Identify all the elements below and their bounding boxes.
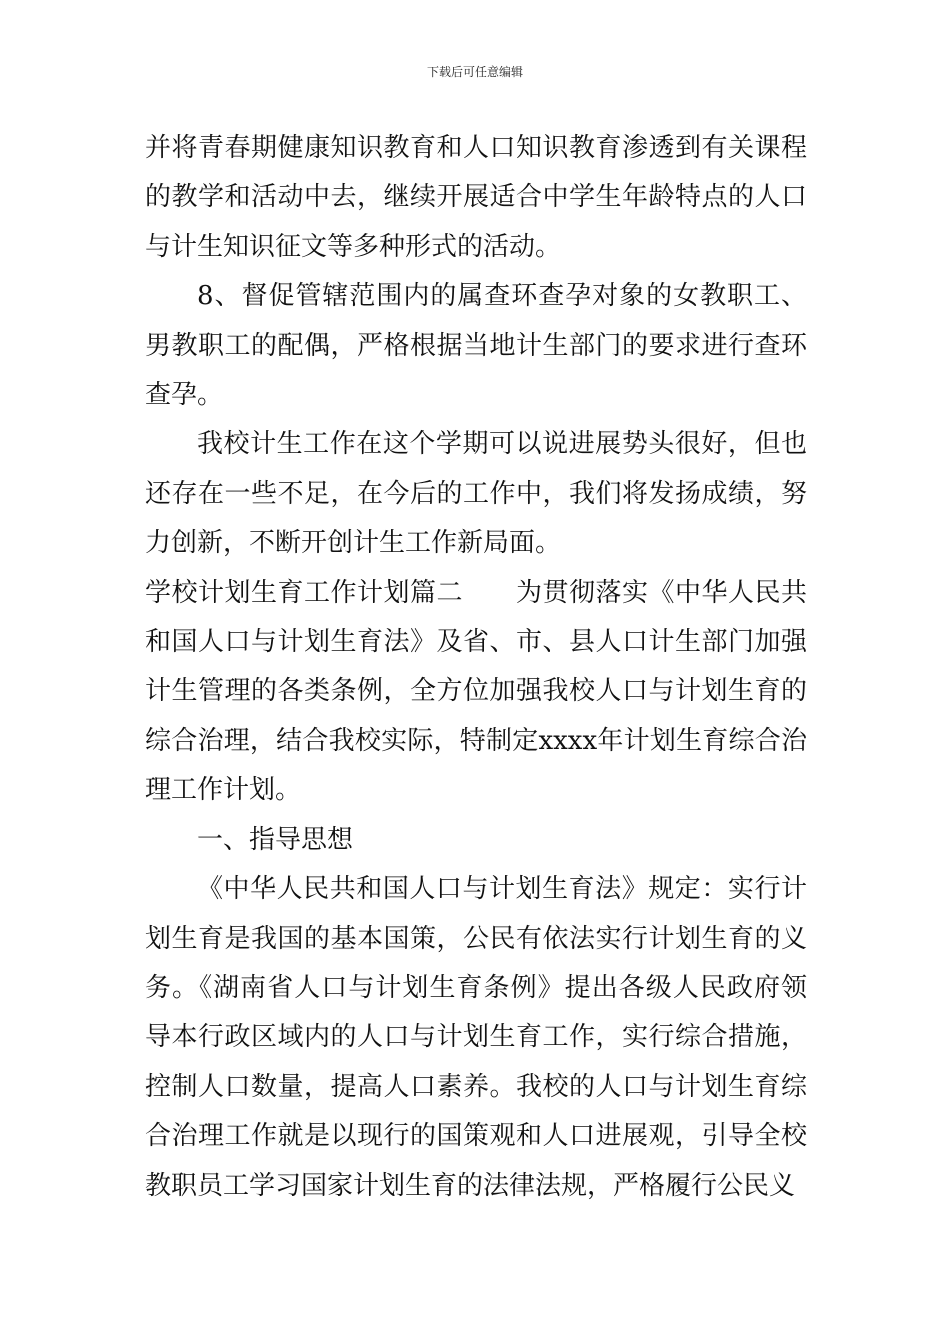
page-header-note: 下载后可任意编辑 <box>426 65 523 79</box>
document-body <box>145 124 807 1211</box>
paragraph-summary: 我校计生工作在这个学期可以说进展势头很好，但也还存在一些不足，在今后的工作中，我们将发扬成绩，努力创新，不断开创计生工作新局面。 <box>145 429 807 559</box>
paragraph-guiding-ideology: 《中华人民共和国人口与计划生育法》规定：实行计划生育是我国的基本国策，公民有依法实行计划生育的义务。《湖南省人口与计划生育条例》提出各级人民政府领导本行政区域内的人口与计划生育工作，实行综合措施，控制人口数量，提高人口素养。我校的人口与计划生育综合治理工作就是以现行的国策观和人口进展观，引导全校教职员工学习国家计划生育的法律法规，严格履行公民义 <box>145 874 807 1201</box>
paragraph-item-8: 8、督促管辖范围内的属查环查孕对象的女教职工、男教职工的配偶，严格根据当地计生部门的要求进行查环查孕。 <box>145 281 807 411</box>
paragraph-plan-two-intro: 学校计划生育工作计划篇二 为贯彻落实《中华人民共和国人口与计划生育法》及省、市、县人口计生部门加强计生管理的各类条例，全方位加强我校人口与计划生育的综合治理，结合我校实际，特制定xxxx年计划生育综合治理工作计划。 <box>145 577 807 806</box>
paragraph-continuation: 并将青春期健康知识教育和人口知识教育渗透到有关课程的教学和活动中去，继续开展适合中学生年龄特点的人口与计生知识征文等多种形式的活动。 <box>145 133 807 262</box>
section-heading-guiding-ideology: 一、指导思想 <box>197 824 354 855</box>
